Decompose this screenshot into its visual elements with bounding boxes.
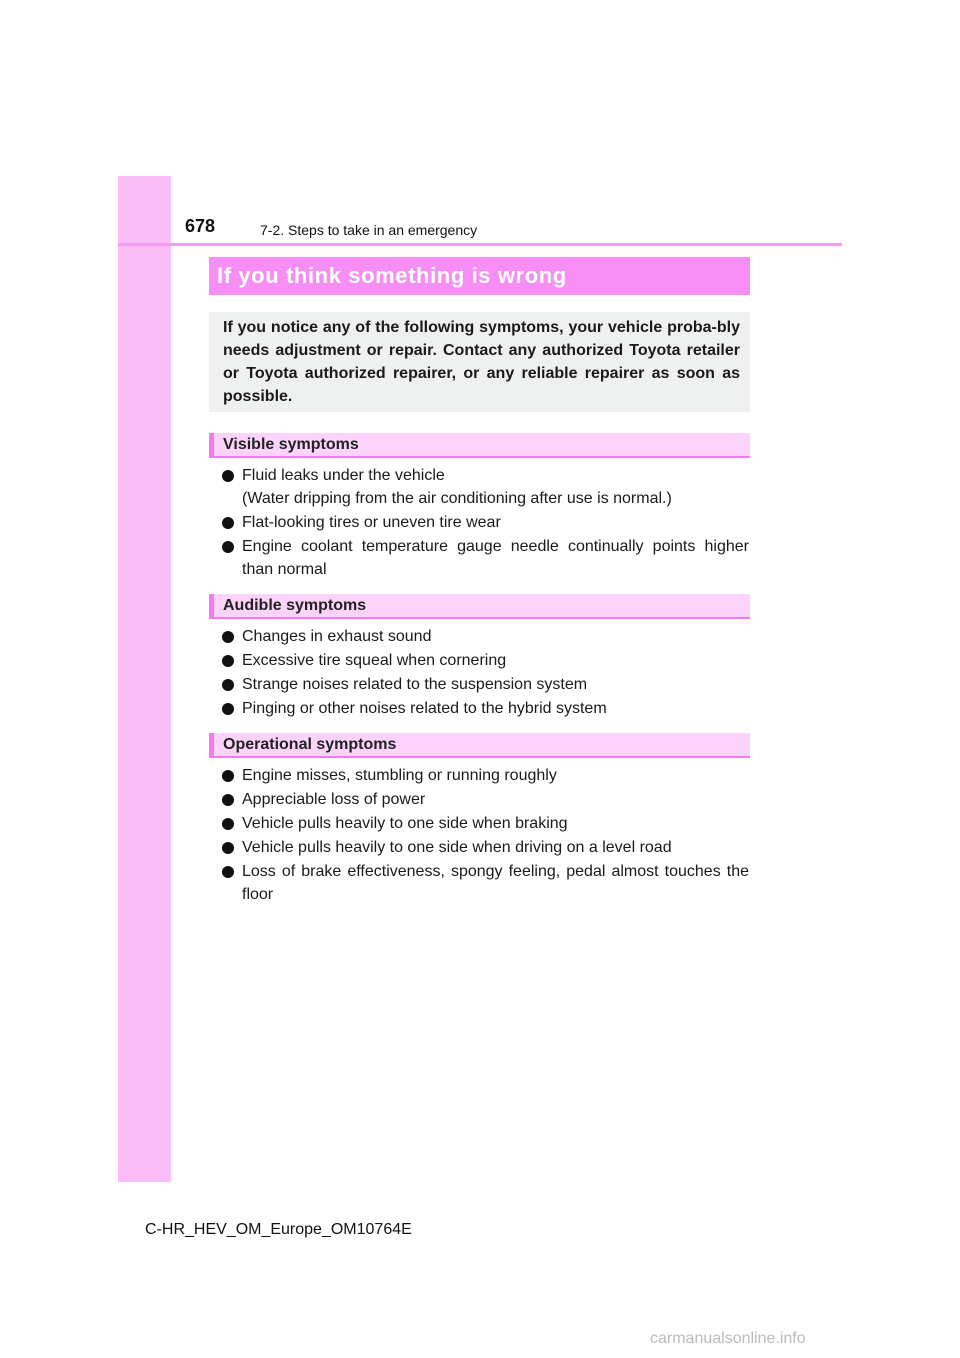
subheading-label: Visible symptoms bbox=[223, 436, 359, 453]
list-item: Vehicle pulls heavily to one side when driving on a level road bbox=[221, 836, 749, 859]
subheading-audible-symptoms bbox=[209, 594, 750, 619]
watermark-text: carmanualsonline.info bbox=[650, 1330, 806, 1347]
document-code: C-HR_HEV_OM_Europe_OM10764E bbox=[145, 1221, 412, 1238]
list-item: Excessive tire squeal when cornering bbox=[221, 649, 749, 672]
section-reference: 7-2. Steps to take in an emergency bbox=[260, 222, 478, 238]
operational-symptoms-list bbox=[221, 764, 749, 907]
page-number: 678 bbox=[185, 216, 216, 236]
header-rule bbox=[118, 243, 842, 246]
page-title: If you think something is wrong bbox=[217, 263, 567, 288]
visible-symptoms-list bbox=[221, 464, 749, 582]
subheading-label: Audible symptoms bbox=[223, 597, 367, 614]
list-item: Engine misses, stumbling or running roughly bbox=[221, 764, 749, 787]
list-item: Changes in exhaust sound bbox=[221, 625, 749, 648]
intro-text: If you notice any of the following symptoms, your vehicle proba-bly needs adjustment or repair. Contact any authorized Toyota retailer or Toyota authorized repairer, or any reliable repairer as soon as possible. bbox=[223, 319, 740, 405]
page-title-bar bbox=[209, 257, 750, 295]
subheading-visible-symptoms bbox=[209, 433, 750, 458]
audible-symptoms-list bbox=[221, 625, 749, 721]
list-item: Fluid leaks under the vehicle (Water dripping from the air conditioning after use is normal.) bbox=[221, 464, 749, 510]
list-item: Pinging or other noises related to the hybrid system bbox=[221, 697, 749, 720]
list-item: Strange noises related to the suspension system bbox=[221, 673, 749, 696]
subheading-operational-symptoms bbox=[209, 733, 750, 758]
list-item: Loss of brake effectiveness, spongy feeling, pedal almost touches the floor bbox=[221, 860, 749, 906]
intro-box bbox=[209, 312, 750, 412]
list-item: Flat-looking tires or uneven tire wear bbox=[221, 511, 749, 534]
list-item: Appreciable loss of power bbox=[221, 788, 749, 811]
subheading-label: Operational symptoms bbox=[223, 736, 397, 753]
list-item: Vehicle pulls heavily to one side when braking bbox=[221, 812, 749, 835]
list-item: Engine coolant temperature gauge needle continually points higher than normal bbox=[221, 535, 749, 581]
side-tab-band bbox=[118, 176, 171, 1182]
list-item-note: (Water dripping from the air conditioning after use is normal.) bbox=[242, 490, 672, 507]
